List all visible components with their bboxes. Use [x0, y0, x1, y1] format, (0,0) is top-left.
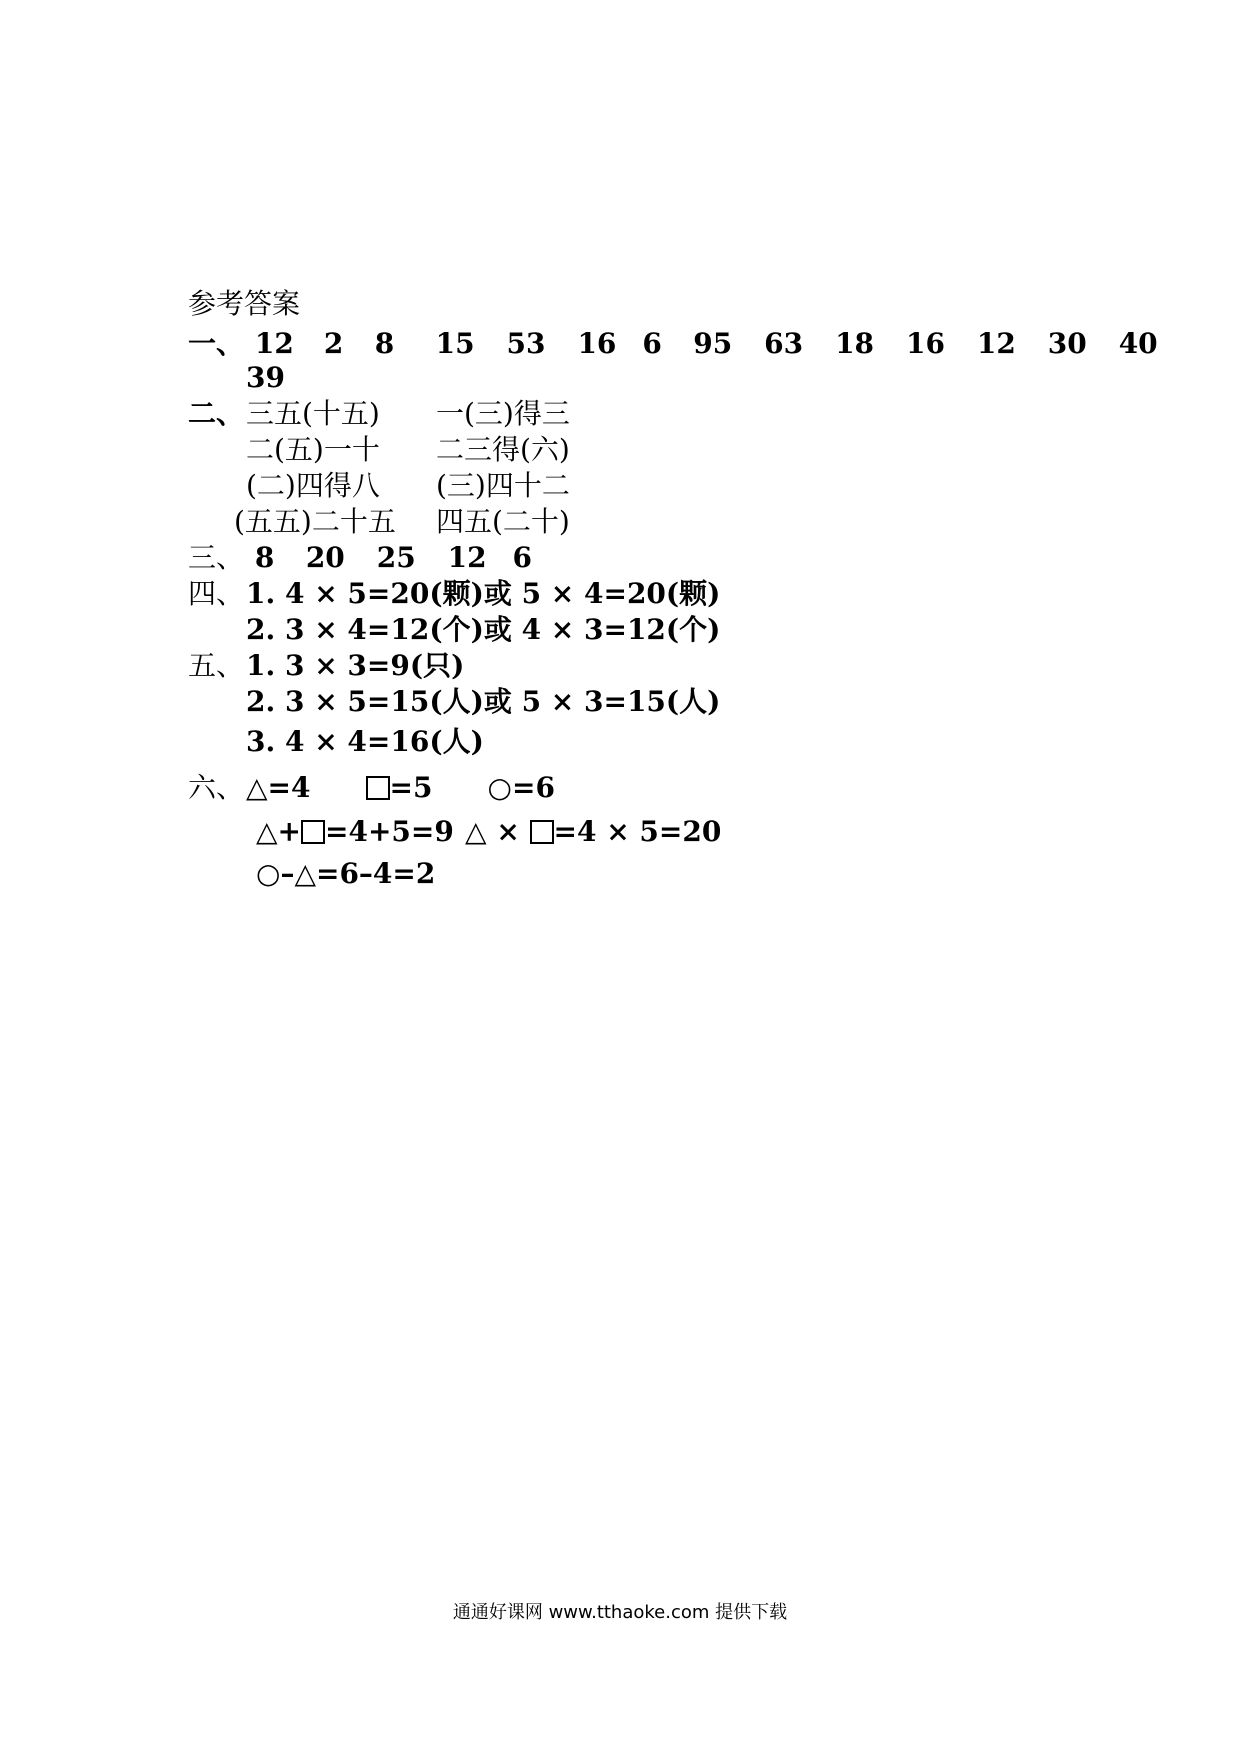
section-2-row-3: [246, 468, 570, 504]
triangle-value: =4: [267, 771, 311, 804]
rhyme-cell: 二(五)一十: [246, 433, 380, 466]
answer-value: 20: [305, 541, 345, 574]
section-4-label: 四、: [188, 577, 245, 610]
section-4-item-1: [188, 576, 720, 612]
rhyme-cell: 一(三)得三: [436, 397, 570, 430]
answer-value: 12: [976, 327, 1016, 360]
answer-value: 25: [376, 541, 416, 574]
square-icon: [366, 776, 390, 800]
square-value: =5: [389, 771, 433, 804]
answer-value: 8: [254, 541, 275, 574]
section-6-row-2: [256, 814, 721, 850]
rhyme-cell: 二三得(六): [436, 433, 570, 466]
plus-operator: +: [277, 815, 302, 848]
section-4-item-2: 2. 3 × 4=12(个)或 4 × 3=12(个): [246, 613, 721, 646]
answer-value: 12: [447, 541, 487, 574]
section-5-label: 五、: [188, 649, 245, 682]
triangle-icon: △: [256, 815, 278, 848]
section-3-label: 三、: [188, 541, 245, 574]
section-2-row-2: [246, 432, 570, 468]
times-operator: ×: [496, 815, 520, 848]
product-expression: =4 × 5=20: [553, 815, 722, 848]
section-5-item-1: [188, 648, 464, 684]
rhyme-cell: (二)四得八: [246, 469, 380, 502]
rhyme-cell: (三)四十二: [436, 469, 570, 502]
page-title: 参考答案: [188, 287, 301, 320]
triangle-icon: △: [465, 815, 487, 848]
circle-icon: ○: [256, 857, 281, 890]
section-6-row-3: [256, 856, 435, 892]
answer-value: 2: [323, 327, 344, 360]
section-1-overflow: 39: [246, 361, 285, 394]
difference-expression: =6–4=2: [315, 857, 436, 890]
rhyme-cell: 四五(二十): [436, 505, 570, 538]
answer-value: 12: [254, 327, 294, 360]
page-footer: 通通好课网 www.tthaoke.com 提供下载: [452, 1602, 788, 1623]
answer-value: 6: [512, 541, 533, 574]
section-1-label: 一、: [188, 327, 245, 360]
answer-value: 95: [693, 327, 733, 360]
section-1: [188, 326, 1159, 362]
rhyme-cell: 三五(十五): [246, 397, 380, 430]
answer-value: 30: [1047, 327, 1087, 360]
answer-value: 15: [435, 327, 475, 360]
triangle-icon: △: [246, 771, 268, 804]
answer-value: 63: [764, 327, 804, 360]
section-2-label: 二、: [188, 397, 245, 430]
answer-value: 8: [374, 327, 395, 360]
circle-value: =6: [511, 771, 555, 804]
section-2-row-1: [188, 396, 570, 432]
circle-icon: ○: [487, 771, 512, 804]
answer-value: 18: [835, 327, 875, 360]
section-2-row-4: [234, 504, 570, 540]
answer-value: 53: [506, 327, 546, 360]
section-3: [188, 540, 543, 576]
square-icon: [530, 820, 554, 844]
section-5-item-2: 2. 3 × 5=15(人)或 5 × 3=15(人): [246, 685, 721, 718]
sum-expression: =4+5=9: [325, 815, 454, 848]
square-icon: [301, 820, 325, 844]
section-6-row-1: [188, 770, 555, 806]
section-5-item-3: 3. 4 × 4=16(人): [246, 725, 484, 758]
answer-value: 40: [1118, 327, 1158, 360]
answer-item: 1. 3 × 3=9(只): [246, 649, 465, 682]
triangle-icon: △: [294, 857, 316, 890]
answer-value: 16: [577, 327, 617, 360]
answer-value: 6: [642, 327, 662, 360]
minus-operator: –: [280, 857, 295, 890]
rhyme-cell: (五五)二十五: [234, 505, 396, 538]
answer-value: 16: [905, 327, 945, 360]
answer-item: 1. 4 × 5=20(颗)或 5 × 4=20(颗): [246, 577, 721, 610]
section-6-label: 六、: [188, 771, 245, 804]
